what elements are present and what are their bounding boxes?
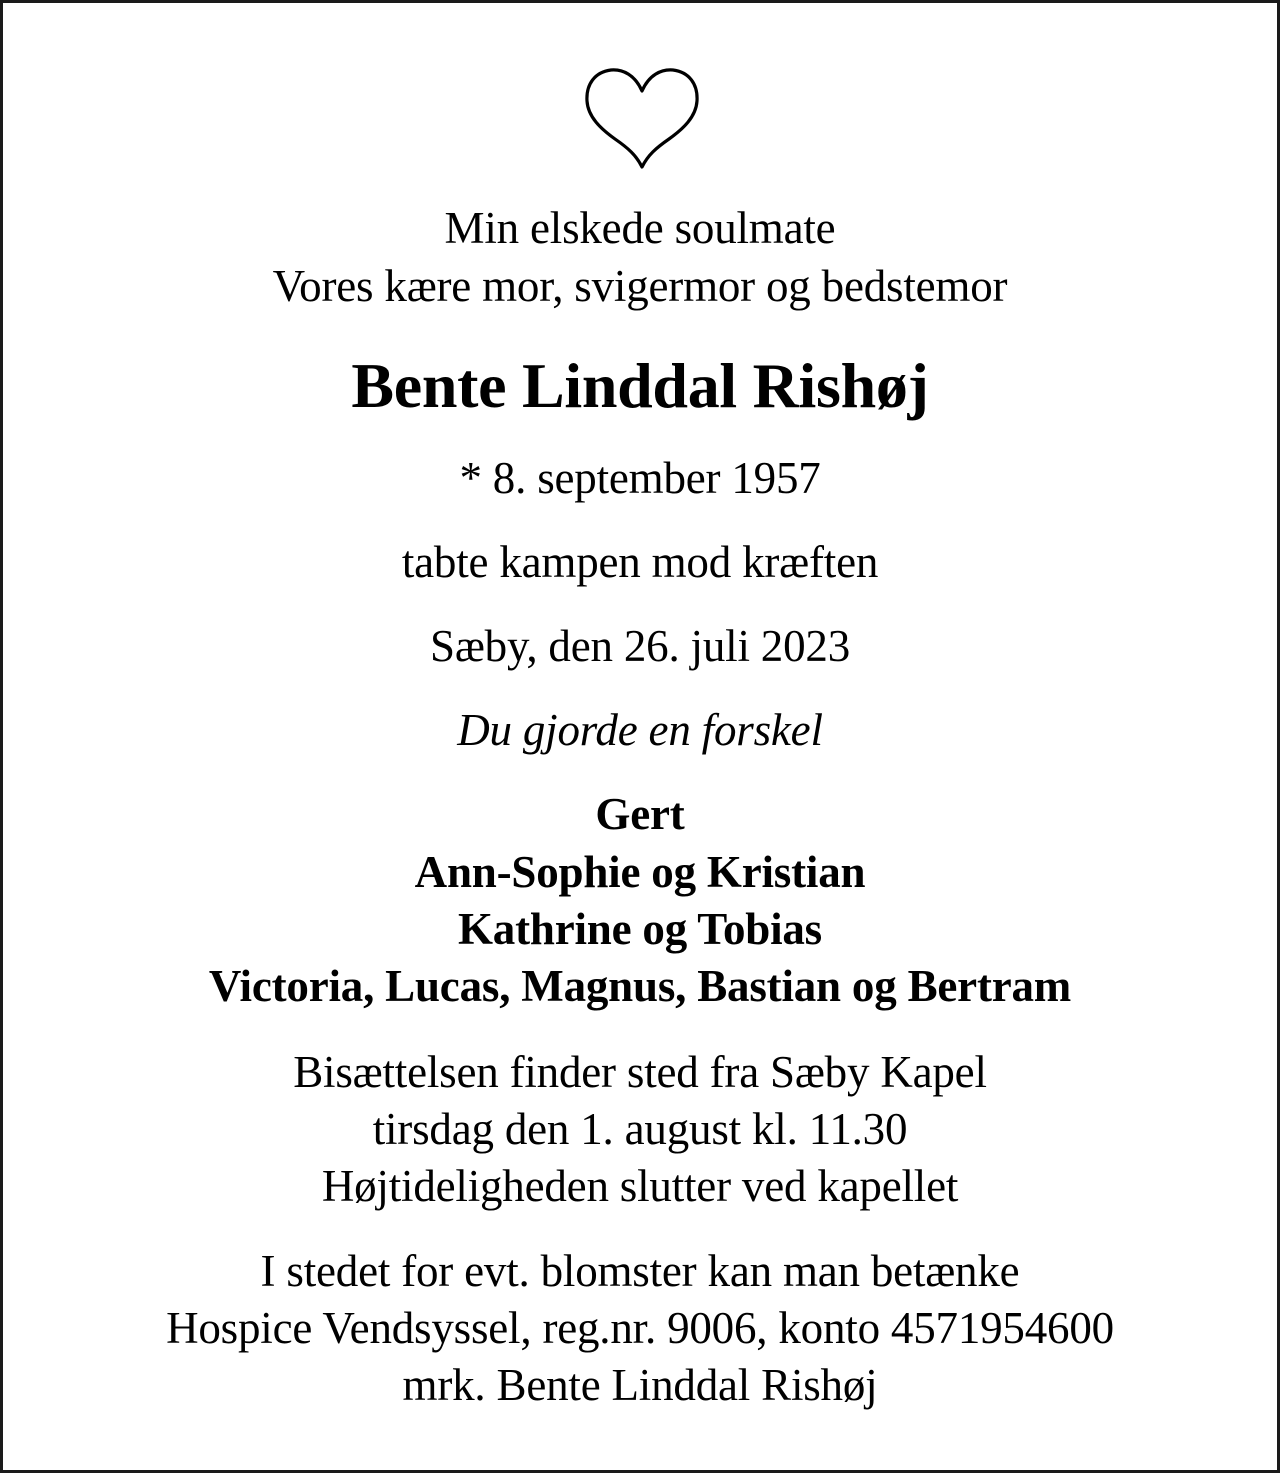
donation-line-2: Hospice Vendsyssel, reg.nr. 9006, konto 4571954600	[166, 1303, 1114, 1353]
heart-outline-icon	[583, 67, 701, 171]
family-line-2: Ann-Sophie og Kristian	[414, 847, 866, 897]
donation-line-1: I stedet for evt. blomster kan man betænke	[260, 1246, 1020, 1296]
family-line-3: Kathrine og Tobias	[457, 904, 822, 954]
funeral-line-3: Højtideligheden slutter ved kapellet	[321, 1161, 959, 1211]
deceased-name: Bente Linddal Rishøj	[351, 350, 929, 421]
birth-date: * 8. september 1957	[459, 453, 821, 503]
intro-line-2: Vores kære mor, svigermor og bedstemor	[272, 261, 1008, 311]
cause-of-death: tabte kampen mod kræften	[401, 537, 879, 587]
funeral-line-1: Bisættelsen finder sted fra Sæby Kapel	[293, 1047, 987, 1097]
donation-line-3: mrk. Bente Linddal Rishøj	[402, 1360, 878, 1410]
family-line-4: Victoria, Lucas, Magnus, Bastian og Bertram	[208, 961, 1072, 1011]
funeral-line-2: tirsdag den 1. august kl. 11.30	[372, 1104, 908, 1154]
death-place-date: Sæby, den 26. juli 2023	[430, 621, 850, 671]
tribute-line: Du gjorde en forskel	[457, 705, 823, 755]
intro-line-1: Min elskede soulmate	[444, 203, 836, 253]
family-line-1: Gert	[595, 789, 685, 839]
